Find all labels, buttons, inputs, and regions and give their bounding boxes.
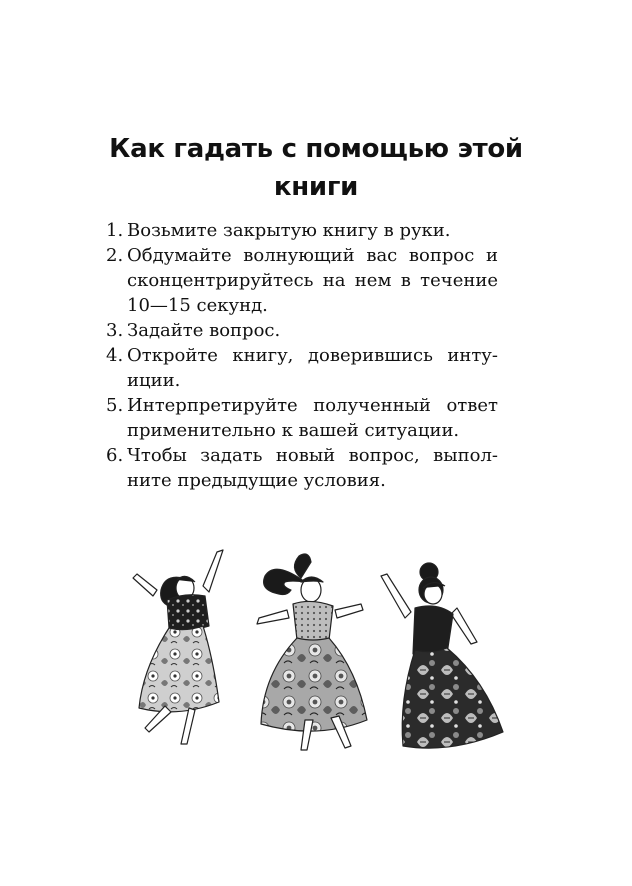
item-number: 5. (106, 395, 124, 416)
item-text: Обдумайте волнующий вас вопрос и сконцентрируйтесь на нем в течение 10—15 секунд. (127, 245, 498, 316)
item-text: Откройте книгу, доверившись интуиции. (127, 345, 498, 391)
list-item (106, 443, 498, 493)
dancing-women-illustration (125, 538, 505, 756)
list-item (106, 218, 498, 243)
list-item (106, 318, 498, 343)
dancer-left (133, 550, 223, 744)
dancer-middle (257, 554, 367, 750)
item-number: 3. (106, 320, 124, 341)
item-number: 1. (106, 220, 124, 241)
item-text: Возьмите закрытую книгу в руки. (127, 220, 451, 241)
title-line-2: книги (273, 172, 359, 202)
item-text: Задайте вопрос. (127, 320, 281, 341)
item-number: 2. (106, 245, 124, 266)
list-item (106, 243, 498, 318)
page-title (60, 130, 572, 206)
item-text: Чтобы задать новый вопрос, выполните предыдущие условия. (127, 445, 498, 491)
instruction-list (106, 218, 498, 493)
list-item (106, 343, 498, 393)
item-number: 6. (106, 445, 124, 466)
item-number: 4. (106, 345, 124, 366)
list-item (106, 393, 498, 443)
dancer-right (381, 563, 503, 748)
title-line-1: Как гадать с помощью этой (109, 134, 523, 164)
item-text: Интерпретируйте полученный ответ применительно к вашей ситуации. (127, 395, 498, 441)
